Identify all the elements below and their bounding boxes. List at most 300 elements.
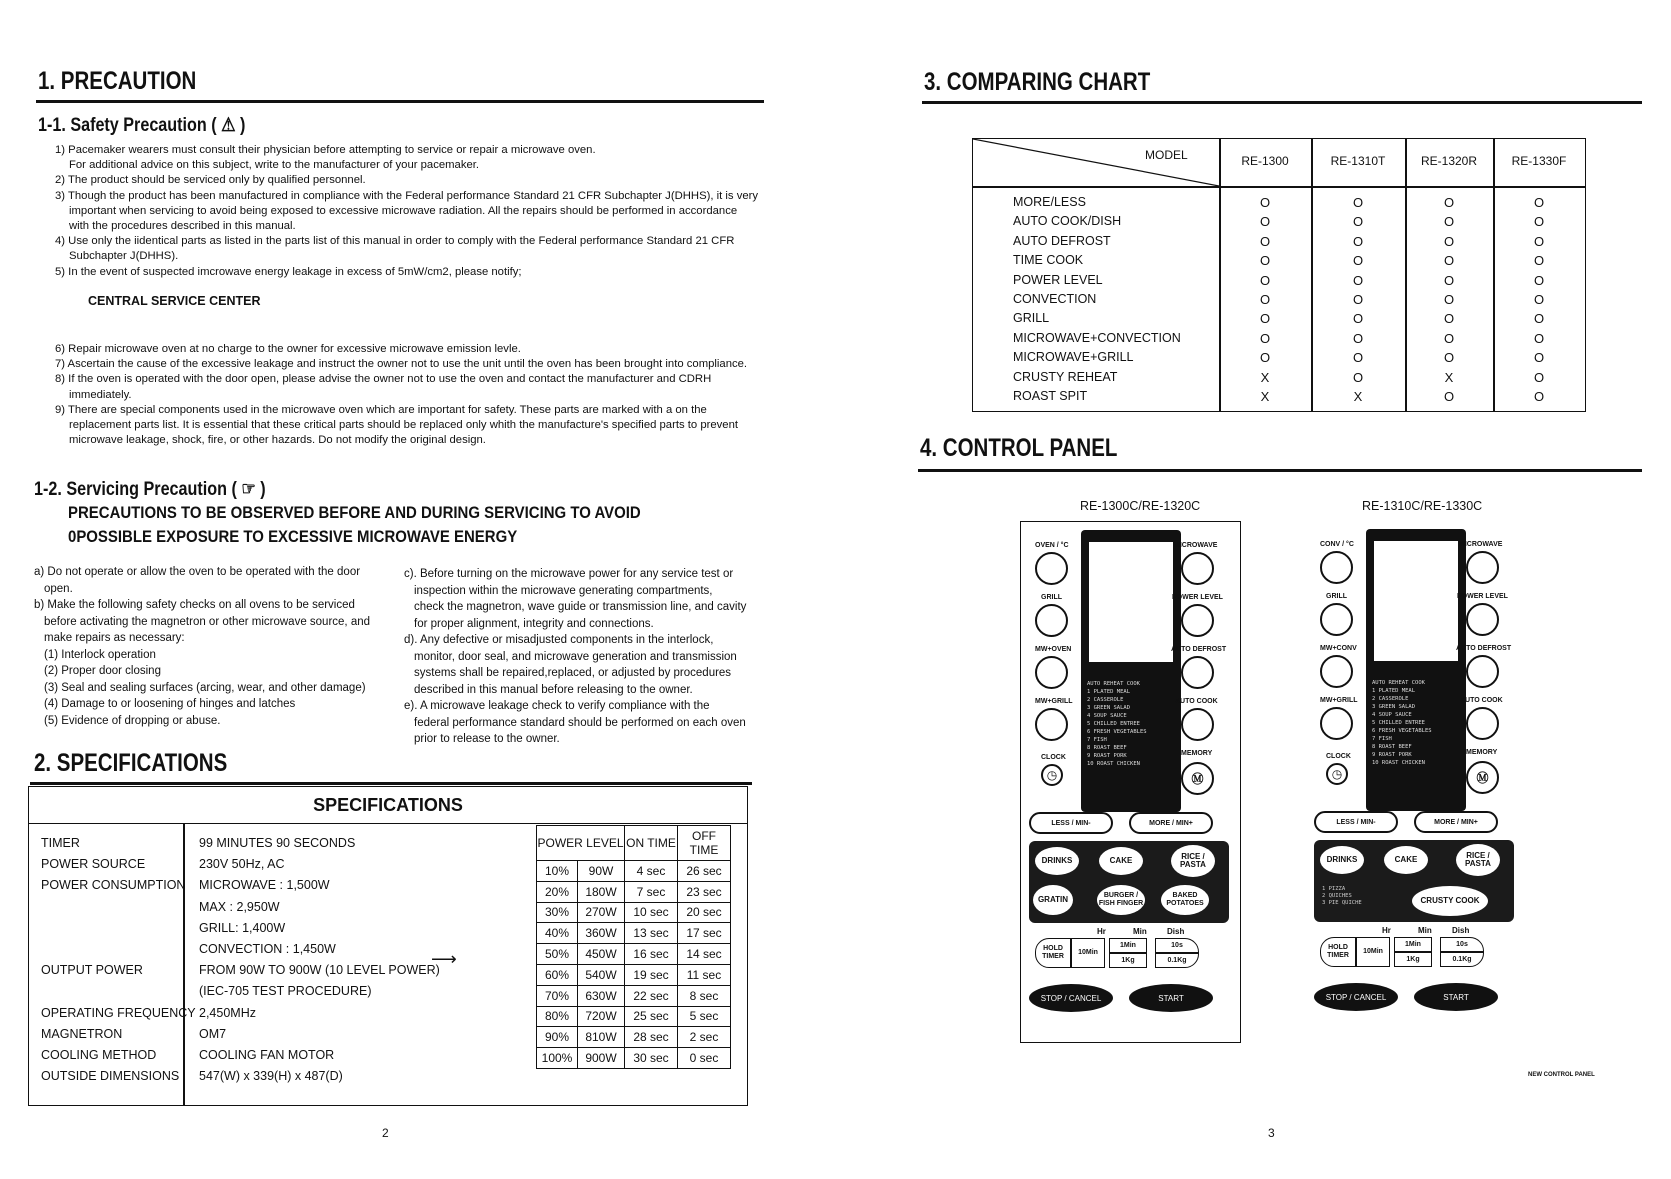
mw-conv-button[interactable] xyxy=(1320,655,1353,688)
power-cell: 40% xyxy=(537,923,578,944)
table-rule xyxy=(1405,139,1407,411)
spec-key: OUTPUT POWER xyxy=(41,963,143,978)
feature-mark: O xyxy=(1352,272,1364,288)
servicing-precaution-heading: 1-2. Servicing Precaution ( ☞ ) xyxy=(34,479,266,500)
point-kg-button[interactable]: 0.1Kg xyxy=(1440,952,1484,967)
feature-mark: X xyxy=(1353,389,1363,405)
spec-key: MAGNETRON xyxy=(41,1026,123,1041)
model-column xyxy=(1245,193,1285,406)
power-level-button[interactable] xyxy=(1466,603,1499,636)
power-cell: 16 sec xyxy=(625,944,678,965)
feature-mark: O xyxy=(1259,253,1271,269)
feature-mark: O xyxy=(1533,389,1545,405)
model-name: RE-1330F xyxy=(1511,154,1567,168)
control-panel-heading: 4. CONTROL PANEL xyxy=(920,434,1118,462)
auto-cook-button[interactable] xyxy=(1181,708,1214,741)
safety-precaution-heading: 1-1. Safety Precaution ( ⚠ ) xyxy=(38,115,246,136)
panel-a-title: RE-1300C/RE-1320C xyxy=(1080,499,1201,513)
mw-grill-button[interactable] xyxy=(1035,708,1068,741)
spec-row xyxy=(29,960,459,981)
auto-defrost-button[interactable] xyxy=(1466,655,1499,688)
mode-label: OVEN / °C xyxy=(1035,542,1069,549)
diagonal-line xyxy=(973,139,1219,186)
feature-mark: O xyxy=(1352,311,1364,327)
feature-mark: O xyxy=(1443,389,1455,405)
burger-button[interactable]: BURGER / FISH FINGER xyxy=(1097,885,1145,915)
memory-button[interactable]: Ⓜ xyxy=(1181,762,1214,795)
power-cell: 20% xyxy=(537,881,578,902)
power-header: OFF TIME xyxy=(678,826,731,861)
servicing-line: (4) Damage to or loosening of hinges and latches xyxy=(44,698,296,710)
feature-list xyxy=(1013,193,1181,406)
feature-mark: O xyxy=(1352,292,1364,308)
servicing-line: described in this manual before releasing to the owner. xyxy=(414,683,693,696)
safety-item: 9) There are special components used in the microwave oven which are important for safety. These parts are marked with a on the replacement parts list. It is essential that these critical parts should be replaced only whith the manufacture's specified parts to prevent microwave leakage, shock, fire, or other hazards. Do not modify the original design. xyxy=(55,403,739,447)
point-kg-button[interactable]: 0.1Kg xyxy=(1155,953,1199,968)
model-label: MODEL xyxy=(1145,148,1188,162)
spec-key: OUTSIDE DIMENSIONS xyxy=(41,1069,180,1084)
power-cell: 22 sec xyxy=(625,985,678,1006)
one-min-button[interactable]: 1Min xyxy=(1109,938,1147,953)
feature-mark: O xyxy=(1352,195,1364,210)
spec-value: 99 MINUTES 90 SECONDS xyxy=(199,836,356,850)
mode-label: CONV / °C xyxy=(1320,541,1354,548)
less-button[interactable]: LESS / MIN- xyxy=(1314,811,1398,833)
power-cell: 450W xyxy=(578,944,625,965)
grill-button[interactable] xyxy=(1035,604,1068,637)
function-label: AUTO COOK xyxy=(1460,697,1503,704)
spec-key: POWER SOURCE xyxy=(41,857,146,872)
feature-mark: O xyxy=(1259,272,1271,288)
safety-item: 8) If the oven is operated with the door open, please advise the owner not to use the oven and contact the manufacturer and CDRH immediately. xyxy=(55,373,712,401)
feature-mark: O xyxy=(1259,330,1271,346)
feature-mark: O xyxy=(1533,233,1545,249)
spec-row xyxy=(29,918,459,939)
power-row xyxy=(537,923,731,944)
function-label: POWER LEVEL xyxy=(1457,593,1508,600)
new-control-panel-note: NEW CONTROL PANEL xyxy=(1528,1072,1595,1078)
power-row xyxy=(537,1027,731,1048)
power-header: POWER LEVEL xyxy=(537,826,625,861)
feature-mark: X xyxy=(1444,369,1454,385)
microwave-button[interactable] xyxy=(1466,551,1499,584)
comparing-chart-heading: 3. COMPARING CHART xyxy=(924,68,1151,96)
spec-row xyxy=(29,1003,459,1024)
auto-defrost-button[interactable] xyxy=(1181,656,1214,689)
feature-mark: O xyxy=(1443,214,1455,230)
auto-cook-menu: AUTO REHEAT COOK 1 PLATED MEAL 2 CASSEROLE 3 GREEN SALAD 4 SOUP SAUCE 5 CHILLED ENTREE 6 FRESH VEGETABLES 7 FISH 8 ROAST BEEF 9 ROAST PORK 10 ROAST CHICKEN xyxy=(1372,680,1432,766)
feature-mark: O xyxy=(1352,369,1364,385)
oven-button[interactable] xyxy=(1035,552,1068,585)
servicing-line: c). Before turning on the microwave power for any service test or xyxy=(404,568,734,580)
mw-oven-button[interactable] xyxy=(1035,656,1068,689)
dish-label: Dish xyxy=(1452,926,1470,935)
feature-mark: O xyxy=(1352,233,1364,249)
feature-mark: O xyxy=(1533,350,1545,366)
one-min-button[interactable]: 1Min xyxy=(1394,937,1432,952)
feature-mark: O xyxy=(1443,311,1455,327)
conv-button[interactable] xyxy=(1320,551,1353,584)
precaution-heading: 1. PRECAUTION xyxy=(38,67,197,95)
servicing-line: open. xyxy=(44,582,73,595)
mw-grill-button[interactable] xyxy=(1320,707,1353,740)
crusty-cook-button[interactable]: CRUSTY COOK xyxy=(1412,886,1488,916)
control-panel-rule xyxy=(918,469,1642,472)
spec-value: FROM 90W TO 900W (10 LEVEL POWER) xyxy=(199,963,440,978)
mode-label: CLOCK xyxy=(1041,754,1066,761)
servicing-line: systems shall be repaired,replaced, or adjusted by procedures xyxy=(414,667,732,679)
feature-mark: O xyxy=(1533,253,1545,269)
spec-value: 547(W) x 339(H) x 487(D) xyxy=(199,1069,343,1084)
servicing-line: monitor, door seal, and microwave generation and transmission xyxy=(414,650,737,663)
power-cell: 17 sec xyxy=(678,923,731,944)
servicing-col-b xyxy=(404,566,764,748)
hr-label: Hr xyxy=(1097,927,1106,936)
function-label: MICROWAVE xyxy=(1459,541,1503,548)
feature-name: TIME COOK xyxy=(1013,253,1084,268)
min-label: Min xyxy=(1133,927,1147,936)
one-kg-button[interactable]: 1Kg xyxy=(1109,953,1147,968)
mode-label: MW+OVEN xyxy=(1035,646,1072,653)
hold-timer-button[interactable]: HOLD TIMER xyxy=(1035,938,1071,968)
safety-item: 4) Use only the iidentical parts as listed in the parts list of this manual in order to comply with the Federal performance Standard 21 CFR Subchapter J(DHHS). xyxy=(55,235,735,263)
feature-mark: O xyxy=(1443,253,1455,269)
specifications-table-title: SPECIFICATIONS xyxy=(29,787,747,824)
feature-mark: O xyxy=(1533,272,1545,288)
panel-b-title: RE-1310C/RE-1330C xyxy=(1362,499,1483,513)
feature-mark: O xyxy=(1443,330,1455,346)
function-label: MICROWAVE xyxy=(1174,542,1218,549)
spec-value: 2,450MHz xyxy=(199,1005,256,1020)
power-cell: 26 sec xyxy=(678,861,731,882)
feature-mark: O xyxy=(1533,369,1545,385)
page-number-right: 3 xyxy=(1268,1126,1275,1140)
central-service-center: CENTRAL SERVICE CENTER xyxy=(88,294,261,308)
power-row xyxy=(537,902,731,923)
spec-rows xyxy=(29,833,459,1087)
start-button[interactable]: START xyxy=(1129,984,1213,1012)
power-cell: 4 sec xyxy=(625,861,678,882)
power-row xyxy=(537,985,731,1006)
table-rule xyxy=(1311,139,1313,411)
feature-name: ROAST SPIT xyxy=(1013,389,1088,404)
safety-item: 1) Pacemaker wearers must consult their physician before attempting to service or repair a microwave oven. xyxy=(55,144,596,156)
feature-mark: O xyxy=(1533,330,1545,346)
feature-name: AUTO COOK/DISH xyxy=(1013,214,1122,229)
power-cell: 23 sec xyxy=(678,881,731,902)
power-row xyxy=(537,861,731,882)
power-row xyxy=(537,1048,731,1069)
model-column xyxy=(1519,193,1559,406)
feature-mark: O xyxy=(1352,350,1364,366)
arrow-icon: ⟶ xyxy=(431,949,457,969)
spec-row xyxy=(29,1066,459,1087)
servicing-line: (3) Seal and sealing surfaces (arcing, wear, and other damage) xyxy=(44,681,366,694)
power-cell: 7 sec xyxy=(625,881,678,902)
ten-min-button[interactable]: 10Min xyxy=(1356,937,1390,967)
servicing-warning-line-2: 0POSSIBLE EXPOSURE TO EXCESSIVE MICROWAVE ENERGY xyxy=(68,527,518,546)
model-column xyxy=(1429,193,1469,406)
cake-button[interactable]: CAKE xyxy=(1099,847,1143,875)
power-cell: 180W xyxy=(578,881,625,902)
grill-button[interactable] xyxy=(1320,603,1353,636)
safety-item: For additional advice on this subject, write to the manufacturer of your pacemaker. xyxy=(69,159,480,172)
feature-mark: O xyxy=(1259,292,1271,308)
display-screen xyxy=(1374,541,1458,661)
auto-cook-button[interactable] xyxy=(1466,707,1499,740)
comparing-chart-table xyxy=(972,138,1586,412)
less-button[interactable]: LESS / MIN- xyxy=(1029,812,1113,834)
spec-value: MAX : 2,950W xyxy=(199,899,280,914)
safety-list xyxy=(55,143,760,280)
specifications-rule xyxy=(30,782,752,785)
spec-key xyxy=(29,939,199,960)
function-label: POWER LEVEL xyxy=(1172,594,1223,601)
power-cell: 90W xyxy=(578,861,625,882)
spec-key: COOLING METHOD xyxy=(41,1048,157,1063)
feature-name: POWER LEVEL xyxy=(1013,272,1103,287)
ten-min-button[interactable]: 10Min xyxy=(1071,938,1105,968)
min-label: Min xyxy=(1418,926,1432,935)
model-name: RE-1310T xyxy=(1330,154,1386,168)
feature-mark: O xyxy=(1533,214,1545,230)
power-header: ON TIME xyxy=(625,826,678,861)
table-rule xyxy=(1219,139,1221,411)
spec-row xyxy=(29,875,459,896)
spec-key: TIMER xyxy=(41,836,80,850)
mode-label: MW+GRILL xyxy=(1035,698,1073,705)
power-row xyxy=(537,944,731,965)
feature-mark: O xyxy=(1533,292,1545,308)
spec-value: GRILL: 1,400W xyxy=(199,920,286,935)
servicing-line: a) Do not operate or allow the oven to be operated with the door xyxy=(34,566,361,578)
spec-value: OM7 xyxy=(199,1026,227,1041)
safety-item: 5) In the event of suspected imcrowave energy leakage in excess of 5mW/cm2, please notify; xyxy=(55,265,522,278)
feature-mark: O xyxy=(1443,195,1455,210)
safety-item: 2) The product should be serviced only by qualified personnel. xyxy=(55,174,366,187)
function-label: MEMORY xyxy=(1466,749,1498,756)
spec-row xyxy=(29,854,459,875)
rice-button[interactable]: RICE / PASTA xyxy=(1171,845,1215,877)
microwave-button[interactable] xyxy=(1181,552,1214,585)
clock-button[interactable]: ◷ xyxy=(1326,763,1348,785)
function-label: AUTO DEFROST xyxy=(1171,646,1227,653)
power-cell: 60% xyxy=(537,964,578,985)
power-cell: 90% xyxy=(537,1027,578,1048)
feature-mark: X xyxy=(1260,389,1270,405)
power-level-table xyxy=(536,825,731,1069)
safety-list-b xyxy=(55,342,760,448)
page-number-left: 2 xyxy=(382,1126,389,1140)
one-kg-button[interactable]: 1Kg xyxy=(1394,952,1432,967)
power-cell: 30 sec xyxy=(625,1048,678,1069)
power-cell: 2 sec xyxy=(678,1027,731,1048)
display-screen xyxy=(1089,542,1173,662)
feature-mark: O xyxy=(1259,195,1271,210)
power-cell: 20 sec xyxy=(678,902,731,923)
function-label: AUTO DEFROST xyxy=(1456,645,1512,652)
feature-mark: O xyxy=(1352,330,1364,346)
control-panel-a xyxy=(1020,521,1241,1043)
rice-button[interactable]: RICE / PASTA xyxy=(1456,844,1500,876)
display-area xyxy=(1366,529,1466,811)
safety-item: 6) Repair microwave oven at no charge to the owner for excessive microwave emission levle. xyxy=(55,343,521,355)
power-cell: 30% xyxy=(537,902,578,923)
more-button[interactable]: MORE / MIN+ xyxy=(1414,811,1498,833)
more-button[interactable]: MORE / MIN+ xyxy=(1129,812,1213,834)
spec-key xyxy=(29,897,199,918)
power-cell: 720W xyxy=(578,1006,625,1027)
baked-potatoes-button[interactable]: BAKED POTATOES xyxy=(1161,885,1209,915)
comparing-rule xyxy=(922,101,1642,104)
model-name: RE-1300 xyxy=(1241,154,1289,168)
drinks-button[interactable]: DRINKS xyxy=(1035,847,1079,875)
power-cell: 810W xyxy=(578,1027,625,1048)
feature-name: AUTO DEFROST xyxy=(1013,233,1111,248)
power-cell: 540W xyxy=(578,964,625,985)
table-rule xyxy=(1493,139,1495,411)
ten-sec-button[interactable]: 10s xyxy=(1440,937,1484,952)
spec-value: COOLING FAN MOTOR xyxy=(199,1048,335,1063)
feature-name: CONVECTION xyxy=(1013,292,1097,307)
servicing-line: prior to release to the owner. xyxy=(414,733,560,745)
spec-row xyxy=(29,833,459,854)
hold-timer-button[interactable]: HOLD TIMER xyxy=(1320,937,1356,967)
auto-menu-panel xyxy=(1029,841,1229,923)
power-cell: 80% xyxy=(537,1006,578,1027)
mode-label: GRILL xyxy=(1326,593,1347,600)
spec-row xyxy=(29,939,459,960)
power-cell: 630W xyxy=(578,985,625,1006)
servicing-line: for proper alignment, integrity and connections. xyxy=(414,617,654,630)
servicing-line: federal performance standard should be performed on each oven xyxy=(414,716,746,729)
power-cell: 50% xyxy=(537,944,578,965)
ten-sec-button[interactable]: 10s xyxy=(1155,938,1199,953)
mode-label: CLOCK xyxy=(1326,753,1351,760)
spec-row xyxy=(29,1024,459,1045)
power-cell: 14 sec xyxy=(678,944,731,965)
feature-mark: O xyxy=(1443,292,1455,308)
spec-row xyxy=(29,1045,459,1066)
function-label: MEMORY xyxy=(1181,750,1213,757)
power-level-button[interactable] xyxy=(1181,604,1214,637)
power-cell: 28 sec xyxy=(625,1027,678,1048)
safety-item: 7) Ascertain the cause of the excessive leakage and instruct the owner not to use the unit until the oven has been brought into compliance. xyxy=(55,358,748,371)
power-cell: 10% xyxy=(537,861,578,882)
servicing-line: make repairs as necessary: xyxy=(44,632,185,644)
feature-mark: O xyxy=(1443,272,1455,288)
power-cell: 19 sec xyxy=(625,964,678,985)
mode-label: GRILL xyxy=(1041,594,1062,601)
safety-item: 3) Though the product has been manufactured in compliance with the Federal performance Standard 21 CFR Subchapter J(DHHS), it is very important when servicing to avoid being exposed to excessive microwave radiation. All the repairs should be performed in accordance with the procedures described in this manual. xyxy=(55,189,759,233)
feature-name: GRILL xyxy=(1013,311,1050,326)
spec-value: (IEC-705 TEST PROCEDURE) xyxy=(199,984,372,999)
power-cell: 10 sec xyxy=(625,902,678,923)
feature-mark: O xyxy=(1352,214,1364,230)
memory-button[interactable]: Ⓜ xyxy=(1466,761,1499,794)
feature-mark: O xyxy=(1443,350,1455,366)
power-row xyxy=(537,964,731,985)
power-row xyxy=(537,1006,731,1027)
model-name: RE-1320R xyxy=(1420,154,1478,168)
mode-label: MW+CONV xyxy=(1320,645,1357,652)
control-panel-b xyxy=(1306,521,1525,1041)
cake-button[interactable]: CAKE xyxy=(1384,846,1428,874)
specifications-heading: 2. SPECIFICATIONS xyxy=(34,749,228,777)
spec-value: CONVECTION : 1,450W xyxy=(199,942,336,957)
power-cell: 360W xyxy=(578,923,625,944)
feature-mark: O xyxy=(1443,233,1455,249)
feature-mark: X xyxy=(1260,369,1270,385)
display-area xyxy=(1081,530,1181,812)
auto-cook-menu: AUTO REHEAT COOK 1 PLATED MEAL 2 CASSEROLE 3 GREEN SALAD 4 SOUP SAUCE 5 CHILLED ENTREE 6 FRESH VEGETABLES 7 FISH 8 ROAST BEEF 9 ROAST PORK 10 ROAST CHICKEN xyxy=(1087,681,1147,767)
servicing-line: before activating the magnetron or other microwave source, and xyxy=(44,615,371,628)
spec-value: MICROWAVE : 1,500W xyxy=(199,878,330,893)
servicing-line: (5) Evidence of dropping or abuse. xyxy=(44,714,221,727)
servicing-line: check the magnetron, wave guide or transmission line, and cavity xyxy=(414,601,747,613)
feature-mark: O xyxy=(1259,311,1271,327)
spec-row xyxy=(29,897,459,918)
servicing-line: inspection within the microwave generating compartments, xyxy=(414,584,713,597)
dish-label: Dish xyxy=(1167,927,1185,936)
crusty-menu: 1 PIZZA 2 QUICHES 3 PIE QUICHE xyxy=(1322,886,1362,906)
drinks-button[interactable]: DRINKS xyxy=(1320,846,1364,874)
power-cell: 5 sec xyxy=(678,1006,731,1027)
feature-name: CRUSTY REHEAT xyxy=(1013,369,1118,384)
precaution-rule xyxy=(36,100,764,103)
spec-key: OPERATING FREQUENCY xyxy=(41,1005,196,1020)
feature-name: MORE/LESS xyxy=(1013,195,1086,209)
feature-name: MICROWAVE+CONVECTION xyxy=(1013,330,1181,345)
servicing-warning-line-1: PRECAUTIONS TO BE OBSERVED BEFORE AND DURING SERVICING TO AVOID xyxy=(68,503,641,522)
power-cell: 8 sec xyxy=(678,985,731,1006)
power-row xyxy=(537,881,731,902)
power-cell: 70% xyxy=(537,985,578,1006)
power-cell: 13 sec xyxy=(625,923,678,944)
auto-menu-panel xyxy=(1314,840,1514,922)
feature-mark: O xyxy=(1533,195,1545,210)
servicing-line: e). A microwave leakage check to verify compliance with the xyxy=(404,700,710,712)
power-cell: 25 sec xyxy=(625,1006,678,1027)
hr-label: Hr xyxy=(1382,926,1391,935)
feature-mark: O xyxy=(1259,350,1271,366)
model-column xyxy=(1338,193,1378,406)
feature-mark: O xyxy=(1259,214,1271,230)
power-cell: 900W xyxy=(578,1048,625,1069)
stop-cancel-button[interactable]: STOP / CANCEL xyxy=(1029,984,1113,1012)
servicing-line: b) Make the following safety checks on all ovens to be serviced xyxy=(34,599,355,611)
stop-cancel-button[interactable]: STOP / CANCEL xyxy=(1314,983,1398,1011)
feature-mark: O xyxy=(1533,311,1545,327)
power-cell: 0 sec xyxy=(678,1048,731,1069)
power-cell: 100% xyxy=(537,1048,578,1069)
mode-label: MW+GRILL xyxy=(1320,697,1358,704)
power-cell: 11 sec xyxy=(678,964,731,985)
spec-key xyxy=(29,981,199,1002)
spec-key xyxy=(29,918,199,939)
gratin-button[interactable]: GRATIN xyxy=(1033,885,1073,915)
spec-key: POWER CONSUMPTION xyxy=(41,878,186,893)
spec-row xyxy=(29,981,459,1002)
feature-name: MICROWAVE+GRILL xyxy=(1013,350,1134,365)
power-cell: 270W xyxy=(578,902,625,923)
start-button[interactable]: START xyxy=(1414,983,1498,1011)
spec-value: 230V 50Hz, AC xyxy=(199,857,285,872)
servicing-line: (2) Proper door closing xyxy=(44,665,161,677)
clock-button[interactable]: ◷ xyxy=(1041,764,1063,786)
function-label: AUTO COOK xyxy=(1175,698,1218,705)
feature-mark: O xyxy=(1352,253,1364,269)
